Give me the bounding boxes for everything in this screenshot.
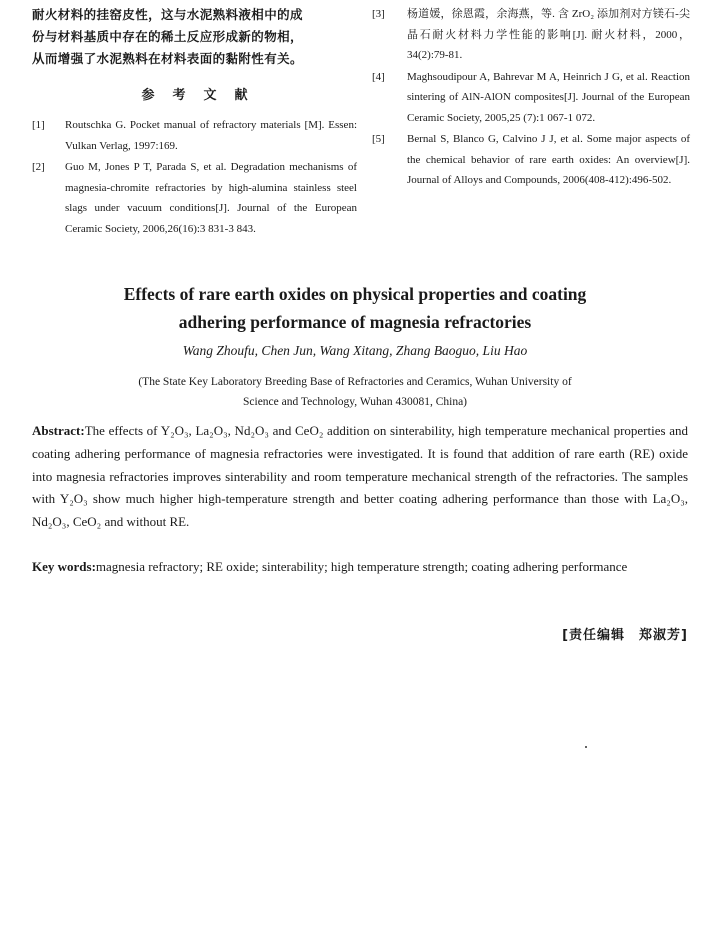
references-heading: 参考文献: [141, 88, 266, 103]
reference-number: [5]: [372, 133, 385, 145]
keywords: [32, 556, 688, 579]
body-line: 从而增强了水泥熟料在材料表面的黏附性有关。: [32, 51, 303, 66]
reference-text: Guo M, Jones P T, Parada S, et al. Degradation mechanisms of magnesia-chromite refractories by high-alumina stainless steel slags under vacuum conditions[J]. Journal of the European Ceramic Society, 2006,26(16):3 831-3 843.: [65, 161, 357, 235]
reference-item: [372, 4, 690, 66]
reference-text: Maghsoudipour A, Bahrevar M A, Heinrich J G, et al. Reaction sintering of AlN-AlON composites[J]. Journal of the European Ceramic Society, 2005,25 (7):1 067-1 072.: [407, 70, 690, 124]
reference-text: Routschka G. Pocket manual of refractory materials [M]. Essen: Vulkan Verlag, 1997:169.: [65, 119, 357, 152]
affiliation-line: (The State Key Laboratory Breeding Base of Refractories and Ceramics, Wuhan University of: [138, 376, 572, 388]
reference-text: Bernal S, Blanco G, Calvino J J, et al. Some major aspects of the chemical behavior of rare earth oxides: An overview[J]. Journal of Alloys and Compounds, 2006(408-412):496-502.: [407, 133, 690, 186]
chinese-body-text: [32, 4, 357, 70]
authors: Wang Zhoufu, Chen Jun, Wang Xitang, Zhang Baoguo, Liu Hao: [182, 343, 528, 358]
reference-number: [3]: [372, 8, 385, 20]
affiliation-line: Science and Technology, Wuhan 430081, China): [243, 396, 467, 408]
title-line: Effects of rare earth oxides on physical properties and coating: [123, 284, 587, 304]
reference-number: [1]: [32, 119, 45, 131]
title-line: adhering performance of magnesia refractories: [178, 312, 532, 332]
right-column: [372, 4, 690, 192]
abstract: [32, 420, 688, 534]
reference-number: [2]: [32, 161, 45, 173]
reference-item: [32, 157, 357, 239]
abstract-label: Abstract:: [32, 423, 85, 438]
english-title: [0, 280, 710, 336]
editor-note: [责任编辑 郑淑芳]: [562, 628, 688, 643]
keywords-text: magnesia refractory; RE oxide; sinterability; high temperature strength; coating adhering performance: [95, 559, 628, 574]
reference-item: [372, 67, 690, 129]
reference-item: [372, 129, 690, 191]
reference-text: 杨道媛，徐恩霞，余海燕，等. 含 ZrO₂ 添加剂对方镁石-尖晶石耐火材料力学性能的影响[J]. 耐火材料，2000，34(2):79-81.: [407, 8, 690, 61]
affiliation: [60, 372, 650, 412]
stray-dot: [585, 746, 587, 748]
reference-item: [32, 115, 357, 156]
reference-number: [4]: [372, 70, 385, 83]
body-line: 份与材料基质中存在的稀土反应形成新的物相，: [32, 29, 303, 44]
abstract-text: The effects of Y₂O₃, La₂O₃, Nd₂O₃ and CeO₂ addition on sinterability, high temperature mechanical properties and coating adhering performance of magnesia refractories were investigated. It is found that addition of rare earth (RE) oxide into magnesia refractories improves sinterability and room temperature mechanical strength of the refractories. The samples with Y₂O₃ show much higher high-temperature strength and better coating adhering performance than those with La₂O₃, Nd₂O₃, CeO₂ and without RE.: [32, 423, 688, 530]
left-column: [32, 4, 357, 240]
keywords-label: Key words:: [32, 559, 96, 574]
body-line: 耐火材料的挂窑皮性，这与水泥熟料液相中的成: [32, 7, 303, 22]
